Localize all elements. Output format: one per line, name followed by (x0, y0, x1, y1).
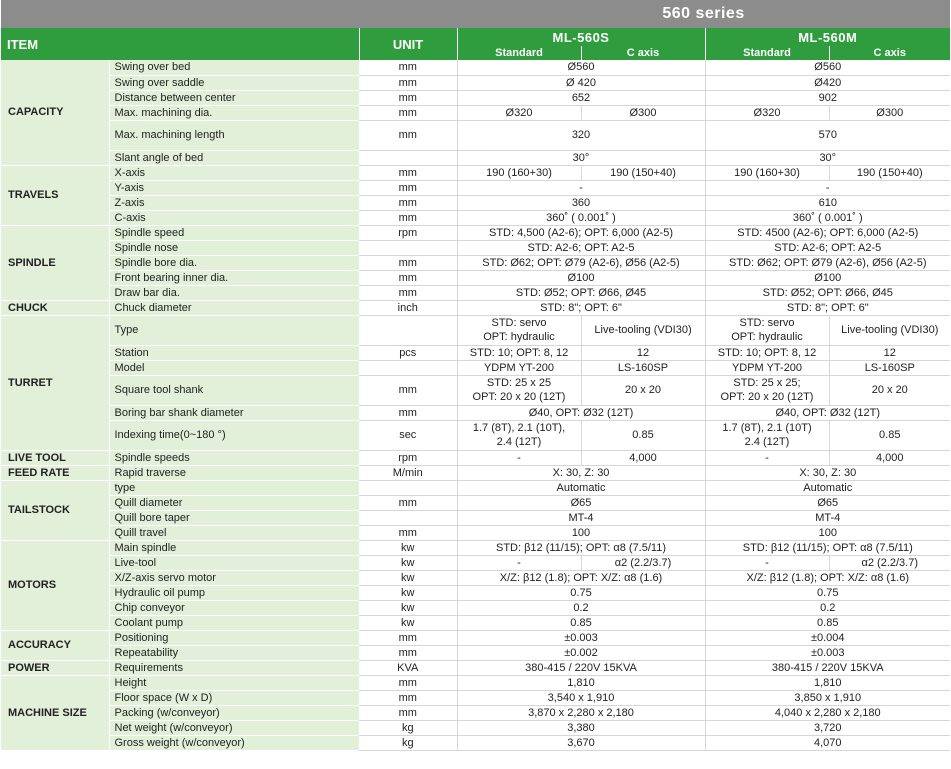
value-ml560s: 30° (457, 150, 705, 165)
value-ml560m: Automatic (705, 480, 950, 495)
table-row (1, 375, 950, 405)
spec-label: Positioning (109, 630, 359, 645)
spec-unit: mm (359, 195, 457, 210)
category-turret: TURRET (1, 315, 109, 450)
value-ml560m-standard: YDPM YT-200 (705, 360, 829, 375)
category-travels: TRAVELS (1, 165, 109, 225)
value-ml560s-c-axis: 12 (581, 345, 705, 360)
table-row (1, 315, 950, 345)
value-ml560m: 360˚ ( 0.001˚ ) (705, 210, 950, 225)
value-ml560m-standard: - (705, 555, 829, 570)
value-line: 2.4 (12T) (496, 436, 542, 448)
spec-label: Z-axis (109, 195, 359, 210)
spec-label: Model (109, 360, 359, 375)
value-ml560s-standard: - (457, 450, 581, 465)
table-row (1, 660, 950, 675)
table-row (1, 645, 950, 660)
category-accuracy: ACCURACY (1, 630, 109, 660)
spec-unit: pcs (359, 345, 457, 360)
value-ml560m: STD: 8"; OPT: 6" (705, 300, 950, 315)
table-row (1, 105, 950, 120)
value-ml560s: STD: Ø62; OPT: Ø79 (A2-6), Ø56 (A2-5) (457, 255, 705, 270)
spec-unit: mm (359, 270, 457, 285)
value-ml560s: ±0.002 (457, 645, 705, 660)
table-row (1, 450, 950, 465)
value-ml560s: ±0.003 (457, 630, 705, 645)
spec-label: Square tool shank (109, 375, 359, 405)
value-ml560m-c-axis: 20 x 20 (829, 375, 950, 405)
spec-unit: mm (359, 645, 457, 660)
table-row (1, 675, 950, 690)
value-ml560s: Ø 420 (457, 75, 705, 90)
table-row (1, 705, 950, 720)
value-ml560s: Ø100 (457, 270, 705, 285)
value-ml560m: STD: 4500 (A2-6); OPT: 6,000 (A2-5) (705, 225, 950, 240)
spec-unit: KVA (359, 660, 457, 675)
value-ml560m-standard (705, 315, 829, 345)
value-ml560s: 380-415 / 220V 15KVA (457, 660, 705, 675)
spec-unit: kw (359, 540, 457, 555)
spec-unit: mm (359, 525, 457, 540)
value-ml560s: 320 (457, 120, 705, 150)
value-ml560s-c-axis: 20 x 20 (581, 375, 705, 405)
table-row (1, 195, 950, 210)
table-row (1, 480, 950, 495)
value-ml560m: Ø420 (705, 75, 950, 90)
value-ml560m-c-axis: LS-160SP (829, 360, 950, 375)
value-ml560s-c-axis: Live-tooling (VDI30) (581, 315, 705, 345)
spec-label: Indexing time(0~180 °) (109, 420, 359, 450)
table-row (1, 420, 950, 450)
value-ml560s-c-axis: α2 (2.2/3.7) (581, 555, 705, 570)
value-ml560m: - (705, 180, 950, 195)
spec-unit: mm (359, 255, 457, 270)
table-row (1, 690, 950, 705)
spec-unit (359, 360, 457, 375)
value-ml560m-standard: STD: 10; OPT: 8, 12 (705, 345, 829, 360)
value-ml560m-standard: - (705, 450, 829, 465)
spec-unit: mm (359, 75, 457, 90)
value-ml560m: 0.85 (705, 615, 950, 630)
category-power: POWER (1, 660, 109, 675)
value-ml560s: 652 (457, 90, 705, 105)
value-ml560s-standard: STD: 10; OPT: 8, 12 (457, 345, 581, 360)
spec-label: C-axis (109, 210, 359, 225)
value-ml560m: 4,040 x 2,280 x 2,180 (705, 705, 950, 720)
spec-unit: mm (359, 90, 457, 105)
table-row (1, 345, 950, 360)
value-ml560m: 4,070 (705, 735, 950, 750)
category-capacity: CAPACITY (1, 60, 109, 165)
spec-unit: mm (359, 495, 457, 510)
value-line: OPT: hydraulic (731, 331, 803, 343)
table-row (1, 180, 950, 195)
category-live-tool: LIVE TOOL (1, 450, 109, 465)
table-row (1, 90, 950, 105)
spec-unit: kw (359, 600, 457, 615)
table-row (1, 615, 950, 630)
table-row (1, 585, 950, 600)
spec-label: Max. machining length (109, 120, 359, 150)
spec-unit: mm (359, 375, 457, 405)
value-ml560m: ±0.003 (705, 645, 950, 660)
table-row (1, 720, 950, 735)
value-ml560m: STD: Ø62; OPT: Ø79 (A2-6), Ø56 (A2-5) (705, 255, 950, 270)
spec-unit: mm (359, 285, 457, 300)
table-row (1, 240, 950, 255)
table-row (1, 495, 950, 510)
value-ml560s: 1,810 (457, 675, 705, 690)
spec-unit: kg (359, 720, 457, 735)
spec-unit: kw (359, 570, 457, 585)
spec-label: Slant angle of bed (109, 150, 359, 165)
value-ml560s-c-axis: 0.85 (581, 420, 705, 450)
value-ml560s: 360˚ ( 0.001˚ ) (457, 210, 705, 225)
value-ml560s: X/Z: β12 (1.8); OPT: X/Z: α8 (1.6) (457, 570, 705, 585)
value-ml560m: 610 (705, 195, 950, 210)
table-row (1, 255, 950, 270)
spec-unit: mm (359, 120, 457, 150)
model-header-ml560s: ML-560S (457, 28, 705, 46)
sub-header-s-standard: Standard (457, 46, 581, 60)
value-ml560s: 0.2 (457, 600, 705, 615)
series-title: 560 series (457, 0, 950, 28)
value-ml560m: 902 (705, 90, 950, 105)
spec-unit: kw (359, 585, 457, 600)
value-ml560s: 3,870 x 2,280 x 2,180 (457, 705, 705, 720)
spec-unit: mm (359, 705, 457, 720)
value-ml560m: ±0.004 (705, 630, 950, 645)
spec-label: Type (109, 315, 359, 345)
value-ml560s-standard (457, 420, 581, 450)
value-ml560s: 100 (457, 525, 705, 540)
spec-label: Station (109, 345, 359, 360)
value-ml560s: STD: A2-6; OPT: A2-5 (457, 240, 705, 255)
spec-label: Spindle speed (109, 225, 359, 240)
value-ml560s-c-axis: Ø300 (581, 105, 705, 120)
table-row (1, 360, 950, 375)
spec-unit: sec (359, 420, 457, 450)
value-line: 2.4 (12T) (744, 436, 790, 448)
spec-label: Quill diameter (109, 495, 359, 510)
value-ml560s: 0.75 (457, 585, 705, 600)
table-row (1, 600, 950, 615)
spec-label: Net weight (w/conveyor) (109, 720, 359, 735)
table-row (1, 525, 950, 540)
value-line: STD: servo (739, 317, 795, 329)
value-ml560s-c-axis: LS-160SP (581, 360, 705, 375)
sub-header-s-caxis: C axis (581, 46, 705, 60)
category-motors: MOTORS (1, 540, 109, 630)
value-ml560m: STD: A2-6; OPT: A2-5 (705, 240, 950, 255)
table-row (1, 300, 950, 315)
value-ml560m: 100 (705, 525, 950, 540)
category-feed-rate: FEED RATE (1, 465, 109, 480)
table-row (1, 735, 950, 750)
table-row (1, 630, 950, 645)
table-row (1, 60, 950, 75)
spec-label: Spindle nose (109, 240, 359, 255)
spec-label: Swing over bed (109, 60, 359, 75)
spec-unit: mm (359, 60, 457, 75)
value-ml560m: 0.75 (705, 585, 950, 600)
spec-label: Quill travel (109, 525, 359, 540)
item-header: ITEM (1, 28, 359, 60)
spec-label: Max. machining dia. (109, 105, 359, 120)
spec-unit: rpm (359, 450, 457, 465)
spec-unit: M/min (359, 465, 457, 480)
value-ml560s: 3,670 (457, 735, 705, 750)
value-ml560m-c-axis: Ø300 (829, 105, 950, 120)
spec-unit: mm (359, 210, 457, 225)
table-row (1, 150, 950, 165)
spec-unit (359, 315, 457, 345)
value-ml560m: 570 (705, 120, 950, 150)
value-ml560s: 0.85 (457, 615, 705, 630)
spec-label: Quill bore taper (109, 510, 359, 525)
spec-unit (359, 510, 457, 525)
table-row (1, 465, 950, 480)
category-chuck: CHUCK (1, 300, 109, 315)
value-ml560m-c-axis: 4,000 (829, 450, 950, 465)
value-ml560m: Ø560 (705, 60, 950, 75)
value-ml560m-standard (705, 420, 829, 450)
table-row (1, 120, 950, 150)
value-ml560m: 30° (705, 150, 950, 165)
sub-header-m-standard: Standard (705, 46, 829, 60)
spec-label: Hydraulic oil pump (109, 585, 359, 600)
spec-unit: mm (359, 165, 457, 180)
value-ml560m-c-axis: 190 (150+40) (829, 165, 950, 180)
value-line: 1.7 (8T), 2.1 (10T), (472, 422, 566, 434)
spec-table (1, 0, 950, 751)
value-ml560m: X/Z: β12 (1.8); OPT: X/Z: α8 (1.6) (705, 570, 950, 585)
value-ml560s-c-axis: 4,000 (581, 450, 705, 465)
value-line: STD: servo (491, 317, 547, 329)
spec-label: Boring bar shank diameter (109, 405, 359, 420)
category-spindle: SPINDLE (1, 225, 109, 300)
spec-unit: mm (359, 630, 457, 645)
spec-unit: mm (359, 675, 457, 690)
unit-header: UNIT (359, 28, 457, 60)
value-ml560s: STD: Ø52; OPT: Ø66, Ø45 (457, 285, 705, 300)
spec-unit: inch (359, 300, 457, 315)
spec-label: Floor space (W x D) (109, 690, 359, 705)
value-ml560s-c-axis: 190 (150+40) (581, 165, 705, 180)
category-tailstock: TAILSTOCK (1, 480, 109, 540)
table-row (1, 285, 950, 300)
table-row (1, 540, 950, 555)
spec-label: X-axis (109, 165, 359, 180)
value-ml560m-c-axis: 12 (829, 345, 950, 360)
value-line: OPT: 20 x 20 (12T) (472, 391, 566, 403)
spec-label: Draw bar dia. (109, 285, 359, 300)
spec-label: Chuck diameter (109, 300, 359, 315)
value-line: OPT: 20 x 20 (12T) (720, 391, 814, 403)
spec-label: Swing over saddle (109, 75, 359, 90)
value-ml560m-standard (705, 375, 829, 405)
spec-label: Height (109, 675, 359, 690)
spec-label: Distance between center (109, 90, 359, 105)
value-ml560s: X: 30, Z: 30 (457, 465, 705, 480)
value-ml560s: STD: 4,500 (A2-6); OPT: 6,000 (A2-5) (457, 225, 705, 240)
spec-label: Y-axis (109, 180, 359, 195)
model-header-ml560m: ML-560M (705, 28, 950, 46)
value-ml560m: 1,810 (705, 675, 950, 690)
spec-unit: kw (359, 555, 457, 570)
table-row (1, 165, 950, 180)
spec-label: Repeatability (109, 645, 359, 660)
value-line: OPT: hydraulic (483, 331, 555, 343)
table-row (1, 225, 950, 240)
spec-label: Spindle speeds (109, 450, 359, 465)
spec-label: Coolant pump (109, 615, 359, 630)
value-ml560m: Ø40, OPT: Ø32 (12T) (705, 405, 950, 420)
value-ml560m-standard: Ø320 (705, 105, 829, 120)
value-ml560s: MT-4 (457, 510, 705, 525)
value-ml560m: 3,720 (705, 720, 950, 735)
spec-unit: mm (359, 105, 457, 120)
value-ml560m: 380-415 / 220V 15KVA (705, 660, 950, 675)
spec-unit: kg (359, 735, 457, 750)
value-ml560s-standard (457, 315, 581, 345)
value-ml560m-c-axis: 0.85 (829, 420, 950, 450)
sub-header-m-caxis: C axis (829, 46, 950, 60)
value-ml560s: Ø560 (457, 60, 705, 75)
table-row (1, 405, 950, 420)
value-ml560s-standard (457, 375, 581, 405)
value-ml560s: 360 (457, 195, 705, 210)
table-row (1, 510, 950, 525)
value-ml560m-c-axis: Live-tooling (VDI30) (829, 315, 950, 345)
spec-label: Rapid traverse (109, 465, 359, 480)
value-ml560s: STD: 8"; OPT: 6" (457, 300, 705, 315)
value-ml560m: STD: β12 (11/15); OPT: α8 (7.5/11) (705, 540, 950, 555)
value-ml560s-standard: YDPM YT-200 (457, 360, 581, 375)
value-ml560s: 3,380 (457, 720, 705, 735)
header-blank (1, 0, 457, 28)
spec-label: Packing (w/conveyor) (109, 705, 359, 720)
spec-unit (359, 150, 457, 165)
spec-unit: mm (359, 405, 457, 420)
spec-unit: mm (359, 180, 457, 195)
spec-label: Front bearing inner dia. (109, 270, 359, 285)
spec-label: Main spindle (109, 540, 359, 555)
spec-unit (359, 480, 457, 495)
value-ml560s-standard: Ø320 (457, 105, 581, 120)
category-machine-size: MACHINE SIZE (1, 675, 109, 750)
table-row (1, 75, 950, 90)
spec-label: Spindle bore dia. (109, 255, 359, 270)
spec-label: Requirements (109, 660, 359, 675)
value-ml560s-standard: - (457, 555, 581, 570)
value-line: STD: 25 x 25; (733, 377, 801, 389)
spec-label: X/Z-axis servo motor (109, 570, 359, 585)
value-ml560s-standard: 190 (160+30) (457, 165, 581, 180)
value-ml560m: 3,850 x 1,910 (705, 690, 950, 705)
value-ml560m: MT-4 (705, 510, 950, 525)
value-ml560m: X: 30, Z: 30 (705, 465, 950, 480)
value-ml560m: Ø65 (705, 495, 950, 510)
value-line: 1.7 (8T), 2.1 (10T) (722, 422, 812, 434)
spec-label: Chip conveyor (109, 600, 359, 615)
table-row (1, 270, 950, 285)
value-ml560m-standard: 190 (160+30) (705, 165, 829, 180)
value-ml560s: - (457, 180, 705, 195)
value-ml560s: Ø40, OPT: Ø32 (12T) (457, 405, 705, 420)
spec-label: Live-tool (109, 555, 359, 570)
value-ml560m: 0.2 (705, 600, 950, 615)
spec-unit: rpm (359, 225, 457, 240)
value-ml560s: STD: β12 (11/15); OPT: α8 (7.5/11) (457, 540, 705, 555)
value-line: STD: 25 x 25 (486, 377, 552, 389)
spec-label: Gross weight (w/conveyor) (109, 735, 359, 750)
table-row (1, 555, 950, 570)
value-ml560m: STD: Ø52; OPT: Ø66, Ø45 (705, 285, 950, 300)
spec-unit: mm (359, 690, 457, 705)
table-row (1, 210, 950, 225)
value-ml560s: 3,540 x 1,910 (457, 690, 705, 705)
spec-unit (359, 240, 457, 255)
spec-unit: kw (359, 615, 457, 630)
value-ml560s: Automatic (457, 480, 705, 495)
spec-label: type (109, 480, 359, 495)
value-ml560m-c-axis: α2 (2.2/3.7) (829, 555, 950, 570)
value-ml560m: Ø100 (705, 270, 950, 285)
value-ml560s: Ø65 (457, 495, 705, 510)
table-row (1, 570, 950, 585)
